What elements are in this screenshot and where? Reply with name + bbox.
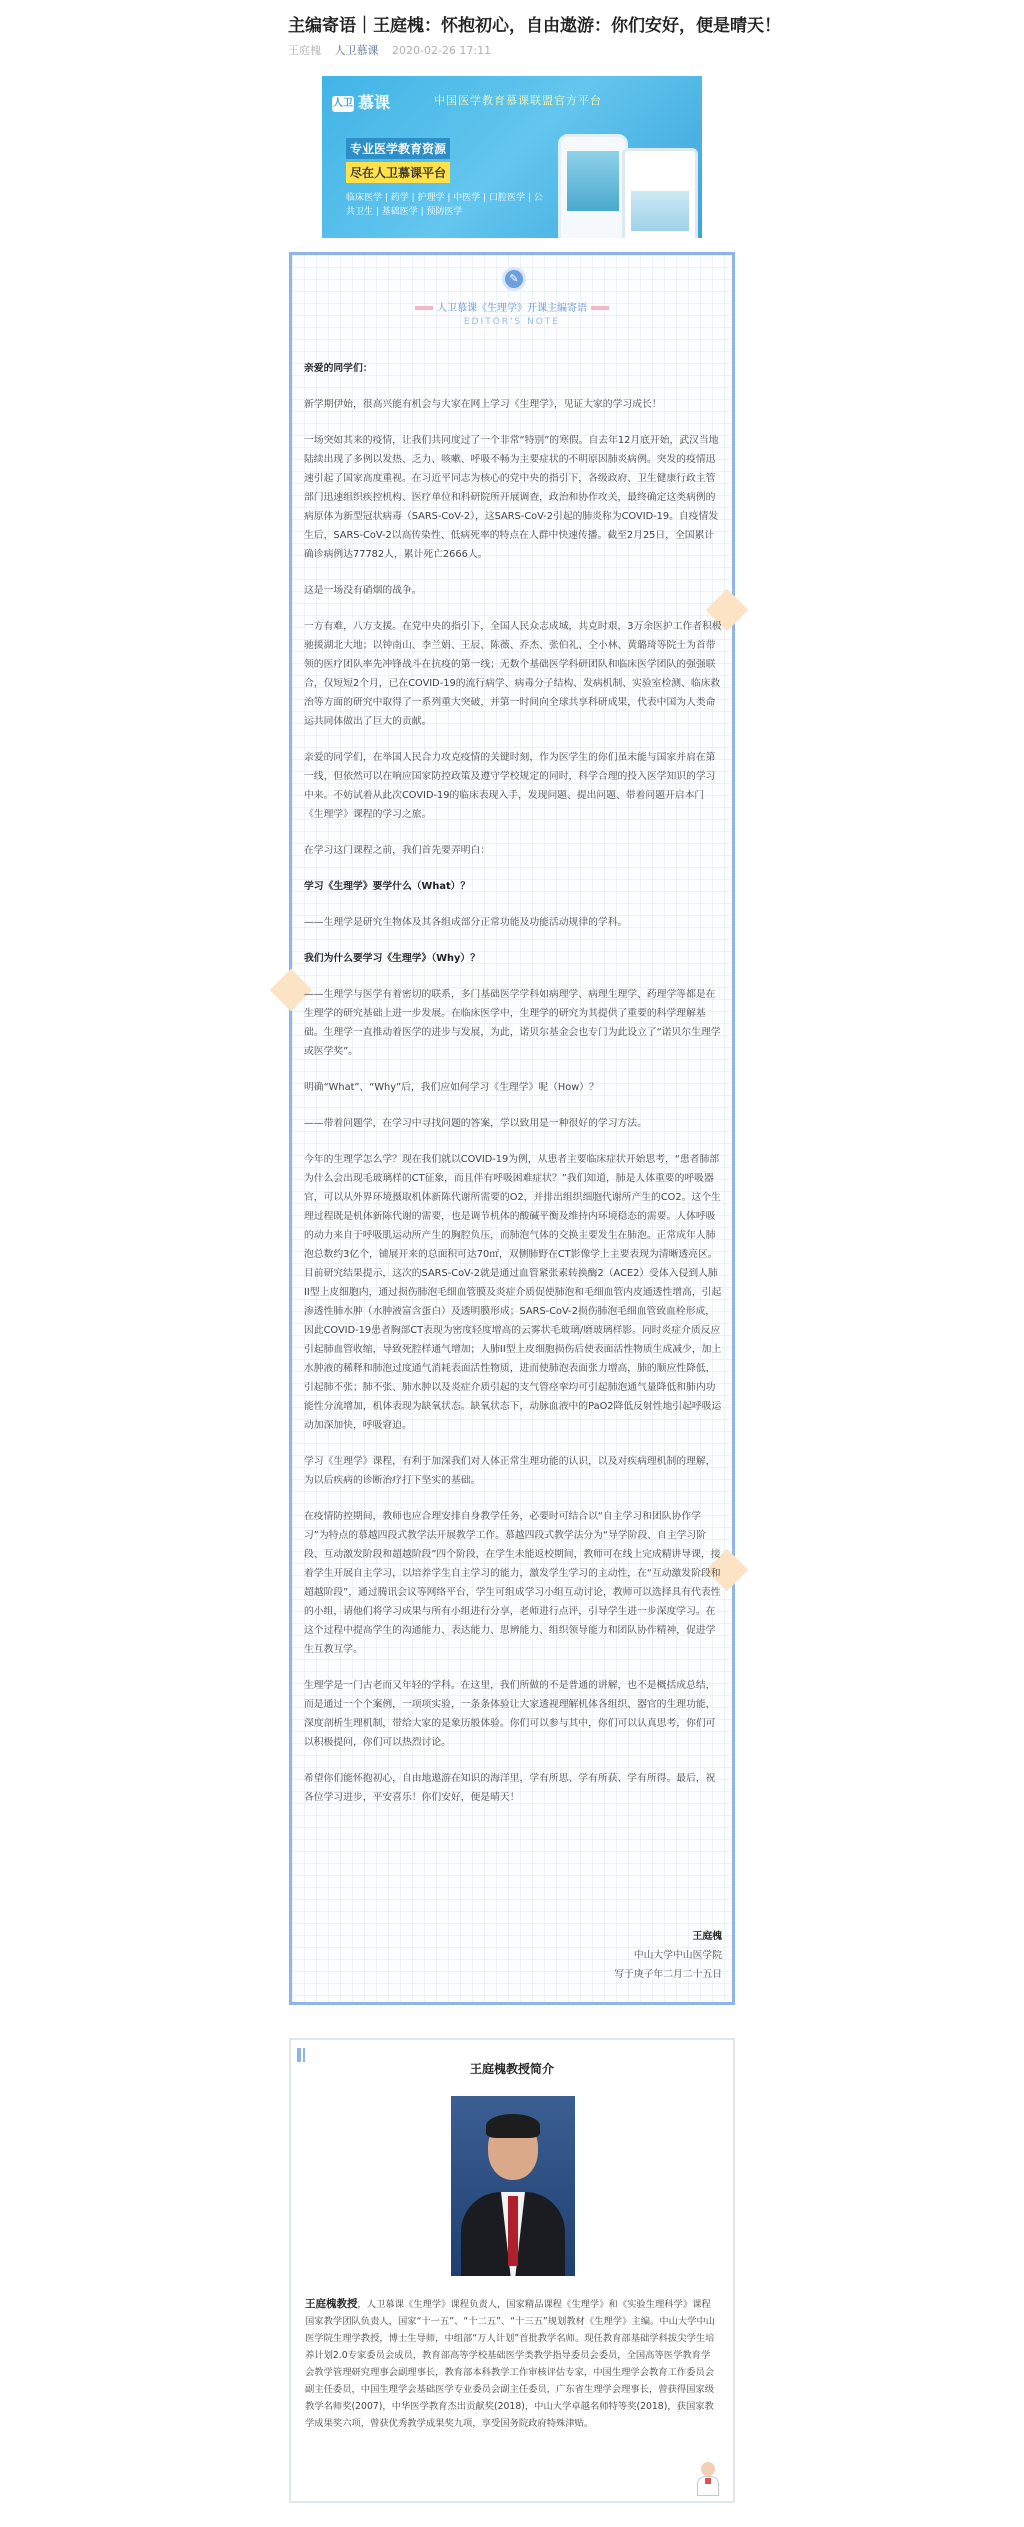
note-paragraph: ——生理学是研究生物体及其各组成部分正常功能及功能活动规律的学科。	[304, 917, 628, 928]
note-heading-text: 人卫慕课《生理学》开课主编寄语	[437, 303, 587, 314]
note-paragraph: 今年的生理学怎么学？现在我们就以COVID-19为例，从患者主要临床症状开始思考，“患者肺部为什么会出现毛玻璃样的CT征象，而且伴有呼吸困难症状？”我们知道，肺是人体重要的呼吸器官，可以从外界环境摄取机体新陈代谢所需要的O2，并排出组织细胞代谢所产生的CO2。这个生理过程既是机体新陈代谢的需要，也是调节机体的酸碱平衡及维持内环境稳态的需要。人体呼吸的动力来自于呼吸肌运动所产生的胸腔负压，而肺泡气体的交换主要发生在肺泡。正常成年人肺泡总数约3亿个，铺展开来的总面积可达70㎡，双侧肺野在CT影像学上主要表现为清晰透亮区。目前研究结果提示，这次的SARS-CoV-2就是通过血管紧张素转换酶2（ACE2）受体入侵到人肺II型上皮细胞内，通过损伤肺泡毛细血管膜及炎症介质促使肺泡和毛细血管内皮通透性增高，引起渗透性肺水肿（水肿液富含蛋白）及透明膜形成；SARS-CoV-2损伤肺泡毛细血管致血栓形成，因此COVID-19患者胸部CT表现为密度轻度增高的云雾状毛玻璃/磨玻璃样影。同时炎症介质反应引起肺血管收缩，导致死腔样通气增加；人肺II型上皮细胞损伤后使表面活性物质生成减少，加上水肿液的稀释和肺泡过度通气消耗表面活性物质，进而使肺泡表面张力增高，肺的顺应性降低，引起肺不张；肺不张、肺水肿以及炎症介质引起的支气管痉挛均可引起肺泡通气量降低和肺内功能性分流增加，机体表现为缺氧状态。缺氧状态下，动脉血液中的PaO2降低反射性地引起呼吸运动加深加快，呼吸窘迫。	[304, 1154, 722, 1431]
question-what: 学习《生理学》要学什么（What）？	[304, 881, 471, 892]
note-paragraph: 新学期伊始，很高兴能有机会与大家在网上学习《生理学》，见证大家的学习成长！	[304, 399, 662, 410]
portrait-photo	[451, 2096, 575, 2276]
note-paragraph: 学习《生理学》课程，有利于加深我们对人体正常生理功能的认识，以及对疾病理机制的理解，为以后疾病的诊断治疗打下坚实的基础。	[304, 1456, 716, 1486]
note-paragraph: 生理学是一门古老而又年轻的学科。在这里，我们所做的不是普通的讲解，也不是概括成总结，而是通过一个个案例，一项项实验，一条条体验让大家透视理解机体各组织、器官的生理功能，深度剖析生理机制，带给大家的是象历般体验。你们可以参与其中，你们可以认真思考，你们可以积极提问，你们可以热烈讨论。	[304, 1680, 716, 1748]
banner-slogan: 中国医学教育慕课联盟官方平台	[434, 94, 602, 107]
banner-line-1: 专业医学教育资源	[346, 138, 450, 159]
signature-name-text: 王庭槐	[692, 1931, 722, 1942]
logo-mark: 人卫	[332, 96, 354, 112]
question-why: 我们为什么要学习《生理学》（Why）？	[304, 953, 481, 964]
promo-banner[interactable]	[322, 76, 702, 238]
note-paragraph: 希望你们能怀抱初心，自由地遨游在知识的海洋里，学有所思、学有所获、学有所得。最后，祝各位学习进步，平安喜乐！你们安好，便是晴天！	[304, 1773, 716, 1803]
article-source-link[interactable]: 人卫慕课	[334, 44, 379, 57]
pen-icon: ✎	[502, 267, 526, 291]
note-body	[304, 359, 722, 1824]
heading-bar-right	[591, 306, 609, 310]
tablet-illustration	[622, 148, 698, 238]
bio-name: 王庭槐教授	[305, 2298, 358, 2310]
greeting: 亲爱的同学们：	[304, 363, 373, 374]
note-paragraph: ——生理学与医学有着密切的联系，多门基础医学学科如病理学、病理生理学、药理学等都是在生理学的研究基础上进一步发展。在临床医学中，生理学的研究为其提供了重要的科学理解基础。生理学一直推动着医学的进步与发展，为此，诺贝尔基金会也专门为此设立了“诺贝尔生理学或医学奖”。	[304, 989, 721, 1057]
bio-title: 王庭槐教授简介	[469, 2062, 554, 2076]
signature-date: 写于庚子年二月二十五日	[614, 1969, 722, 1980]
phone-illustration	[558, 134, 628, 238]
article-meta	[288, 44, 738, 58]
doctor-icon	[693, 2458, 723, 2498]
bio-description: ，人卫慕课《生理学》课程负责人，国家精品课程《生理学》和《实验生理科学》课程国家教学团队负责人，国家“十一五”、“十二五”、“十三五”规划教材《生理学》主编。中山大学中山医学院生理学教授，博士生导师，中组部“万人计划”首批教学名师。现任教育部基础学科拔尖学生培养计划2.0专家委员会成员，教育部高等学校基础医学类教学指导委员会委员，全国高等医学教育学会教学管理研究理事会副理事长，教育部本科教学工作审核评估专家，中国生理学会教育工作委员会副主任委员，中国生理学会基础医学专业委员会副主任委员，广东省生理学会理事长，曾获得国家级教学名师奖(2007)，中华医学教育杰出贡献奖(2018)，中山大学卓越名师特等奖(2018)，获国家教学成果奖六项，曾获优秀教学成果奖九项，享受国务院政府特殊津贴。	[305, 2299, 716, 2429]
note-paragraph: 这是一场没有硝烟的战争。	[304, 585, 422, 596]
article-date: 2020-02-26 17:11	[392, 44, 492, 57]
note-paragraph: 在疫情防控期间，教师也应合理安排自身教学任务，必要时可结合以“自主学习和团队协作学习”为特点的慕越四段式教学法开展教学工作。慕越四段式教学法分为“导学阶段、自主学习阶段、互动激发阶段和超越阶段”四个阶段，在学生未能返校期间，教师可在线上完成精讲导课，接着学生开展自主学习，以培养学生自主学习的能力，激发学生学习的主动性，在“互动激发阶段和超越阶段”，通过腾讯会议等网络平台，学生可组成学习小组互动讨论，教师可以选择具有代表性的小组，请他们将学习成果与所有小组进行分享，老师进行点评，引导学生进一步深度学习。在这个过程中提高学生的沟通能力、表达能力、思辨能力、组织领导能力和团队协作精神，促进学生互教互学。	[304, 1511, 721, 1655]
bio-card	[289, 2038, 735, 2503]
note-paragraph: 明确“What”、“Why”后，我们应如何学习《生理学》呢（How）？	[304, 1082, 599, 1093]
note-paragraph: 一方有难，八方支援。在党中央的指引下，全国人民众志成城，共克时艰，3万余医护工作者积极驰援湖北大地；以钟南山、李兰娟、王辰、陈薇、乔杰、张伯礼、仝小林、黄璐琦等院士为首带领的医疗团队率先冲锋战斗在抗疫的第一线；无数个基础医学科研团队和临床医学团队的强强联合，仅短短2个月，已在COVID-19的流行病学、病毒分子结构、发病机制、实验室检测、临床救治等方面的研究中取得了一系列重大突破，并第一时间向全球共享科研成果，代表中国为人类命运共同体做出了巨大的贡献。	[304, 621, 722, 727]
editor-note-card	[289, 252, 735, 2005]
banner-line-3: 临床医学 | 药学 | 护理学 | 中医学 | 口腔医学 | 公共卫生 | 基础医学 | 预防医学	[346, 193, 543, 217]
banner-copy	[346, 138, 546, 219]
note-paragraph: 在学习这门课程之前，我们首先要弄明白：	[304, 845, 491, 856]
heading-bar-left	[415, 306, 433, 310]
portrait-tie	[508, 2196, 518, 2266]
note-paragraph: ——带着问题学，在学习中寻找问题的答案，学以致用是一种很好的学习方法。	[304, 1118, 647, 1129]
portrait-hair	[486, 2114, 540, 2138]
bio-text	[305, 2296, 719, 2432]
signature	[304, 1927, 722, 1984]
doctor-cross	[705, 2478, 711, 2484]
note-paragraph: 亲爱的同学们，在举国人民合力攻克疫情的关键时刻，作为医学生的你们虽未能与国家并肩在第一线，但依然可以在响应国家防控政策及遵守学校规定的同时，科学合理的投入医学知识的学习中来。不妨试着从此次COVID-19的临床表现入手，发现问题、提出问题、带着问题开启本门《生理学》课程的学习之旅。	[304, 752, 716, 820]
note-paragraph: 一场突如其来的疫情，让我们共同度过了一个非常“特别”的寒假。自去年12月底开始，武汉当地陆续出现了多例以发热、乏力、咳嗽、呼吸不畅为主要症状的不明原因肺炎病例。突发的疫情迅速引起了国家高度重视。在习近平同志为核心的党中央的指引下，各级政府、卫生健康行政主管部门迅速组织疾控机构、医疗单位和科研院所开展调查，政治和协作攻关，最终确定这类病例的病原体为新型冠状病毒（SARS-CoV-2），这SARS-CoV-2引起的肺炎称为COVID-19。自疫情发生后，SARS-CoV-2以高传染性、低病死率的特点在人群中快速传播。截至2月25日，全国累计确诊病例达77782人，累计死亡2666人。	[304, 435, 719, 560]
signature-org: 中山大学中山医学院	[633, 1950, 722, 1961]
article-title: 主编寄语｜王庭槐：怀抱初心，自由遨游：你们安好，便是晴天！	[288, 16, 781, 36]
banner-logo	[332, 90, 390, 113]
doctor-head	[701, 2462, 715, 2476]
logo-text: 慕课	[358, 93, 391, 112]
note-subheading: EDITOR'S NOTE	[463, 317, 561, 327]
article-header	[288, 14, 781, 58]
signature-name	[304, 1927, 722, 1946]
note-paragraph	[304, 359, 722, 378]
note-paragraph	[304, 949, 722, 968]
article-author: 王庭槐	[288, 44, 321, 57]
note-heading	[292, 299, 732, 314]
note-paragraph	[304, 877, 722, 896]
banner-line-2: 尽在人卫慕课平台	[346, 162, 450, 183]
